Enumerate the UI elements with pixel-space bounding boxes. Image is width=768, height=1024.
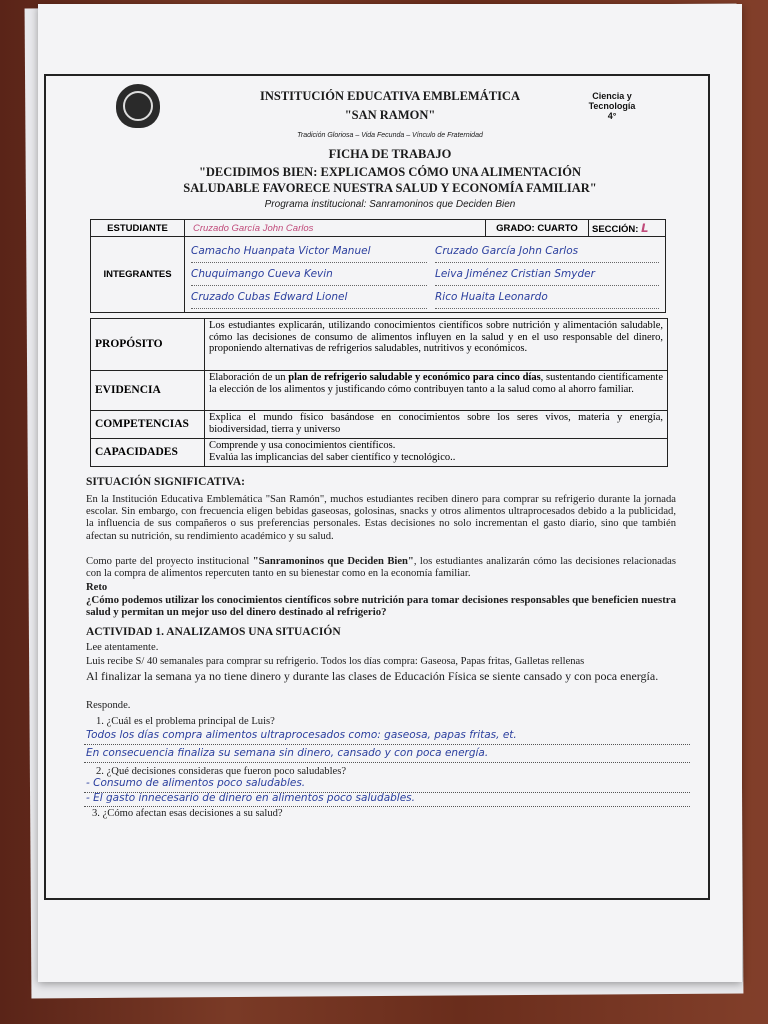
member-entry[interactable]: Camacho Huanpata Victor Manuel — [191, 240, 427, 263]
student-table — [90, 219, 666, 313]
members-right-column — [435, 240, 659, 309]
activity-instruction: Lee atentamente. — [86, 642, 159, 653]
question-2: 2. ¿Qué decisiones consideras que fueron poco saludables? — [96, 766, 347, 777]
badge-line: Ciencia y — [592, 91, 632, 101]
evidence-value — [205, 371, 668, 411]
case-line-1: Luis recibe S/ 40 semanales para comprar su refrigerio. Todos los días compra: Gaseosa, Papas fritas, Galletas rellenas — [86, 656, 585, 667]
project-name: "Sanramoninos que Deciden Bien" — [252, 556, 414, 567]
answer-1-line-2[interactable]: En consecuencia finaliza su semana sin dinero, cansado y con poca energía. — [86, 747, 489, 759]
capacities-label: CAPACIDADES — [91, 439, 205, 467]
evidence-highlight: plan de refrigerio saludable y económico para cinco días — [288, 372, 541, 383]
grade-label: GRADO: CUARTO — [486, 220, 589, 237]
challenge-question: ¿Cómo podemos utilizar los conocimientos científicos sobre nutrición para tomar decisiones responsables que beneficien nuestra salud y permitan un mejor uso del dinero destinado al refrigerio? — [86, 594, 676, 619]
evidence-text: , sustentando científicamente la elección de los alimentos y justificando cómo contribuyen tanto a la salud como al ahorro familiar. — [209, 372, 663, 395]
school-motto: Tradición Gloriosa – Vida Fecunda – Vínculo de Fraternidad — [297, 132, 483, 139]
answer-1-line-1[interactable]: Todos los días compra alimentos ultraprocesados como: gaseosa, papas fritas, et. — [86, 729, 517, 741]
members-label: INTEGRANTES — [91, 237, 185, 313]
situation-paragraph-1: En la Institución Educativa Emblemática "San Ramón", muchos estudiantes reciben dinero para comprar su refrigerio durante la jornada escolar. Sin embargo, con frecuencia eligen bebidas gaseosas, golosinas, snacks y otros alimentos ultraprocesados debido a la publicidad, la influencia de sus compañeros o sus preferencias personales. Estas decisiones no solo incrementan el gasto diario, sino que también afectan su nutrición, su rendimiento académico y su salud. — [86, 494, 676, 542]
title-line-2: SALUDABLE FAVORECE NUESTRA SALUD Y ECONOMÍA FAMILIAR" — [183, 181, 597, 195]
school-name: "SAN RAMON" — [344, 108, 436, 122]
answer-2-line-2[interactable]: - El gasto innecesario de dinero en alimentos poco saludables. — [86, 792, 415, 804]
para-text: Como parte del proyecto institucional — [86, 556, 253, 567]
competencies-value: Explica el mundo físico basándose en conocimientos sobre los seres vivos, materia y energía, biodiversidad, tierra y universo — [205, 411, 668, 439]
badge-line: Tecnología — [588, 101, 636, 111]
situation-heading: SITUACIÓN SIGNIFICATIVA: — [86, 476, 246, 488]
answer-line — [84, 762, 690, 763]
members-cell — [185, 237, 666, 313]
section-value[interactable]: L — [641, 221, 649, 235]
institution-name: INSTITUCIÓN EDUCATIVA EMBLEMÁTICA — [259, 89, 520, 103]
para-text: , los estudiantes analizarán cómo las decisiones relacionadas con la compra de alimentos repercuten tanto en su bienestar como en la economía familiar. — [86, 556, 676, 580]
capacities-value — [205, 439, 668, 467]
sheet-type: FICHA DE TRABAJO — [328, 147, 452, 161]
evidence-text: Elaboración de un — [209, 372, 289, 383]
question-1: 1. ¿Cuál es el problema principal de Luis? — [96, 716, 275, 727]
challenge-label: Reto — [86, 582, 108, 593]
purpose-value: Los estudiantes explicarán, utilizando conocimientos científicos sobre nutrición y alimentación saludable, cómo las decisiones de consumo de alimentos influyen en la salud y en el uso responsable del dinero, proponiendo alternativas de refrigerios saludables, nutritivos y económicos. — [205, 319, 668, 371]
respond-instruction: Responde. — [86, 700, 131, 711]
answer-2-line-1[interactable]: - Consumo de alimentos poco saludables. — [86, 777, 306, 789]
purpose-table — [90, 318, 668, 467]
student-label: ESTUDIANTE — [91, 220, 185, 237]
competencies-label: COMPETENCIAS — [91, 411, 205, 439]
member-entry[interactable]: Chuquimango Cueva Kevin — [191, 263, 427, 286]
capacity-item: Evalúa las implicancias del saber científico y tecnológico.. — [209, 451, 456, 463]
question-3: 3. ¿Cómo afectan esas decisiones a su salud? — [92, 808, 283, 819]
capacity-item: Comprende y usa conocimientos científicos. — [209, 440, 396, 451]
title-line-1: "DECIDIMOS BIEN: EXPLICAMOS CÓMO UNA ALIMENTACIÓN — [198, 165, 582, 179]
member-entry[interactable]: Rico Huaita Leonardo — [435, 286, 659, 309]
section-label: SECCIÓN: — [592, 224, 639, 235]
answer-line — [84, 744, 690, 745]
member-entry[interactable]: Leiva Jiménez Cristian Smyder — [435, 263, 659, 286]
members-left-column — [191, 240, 427, 309]
evidence-label: EVIDENCIA — [91, 371, 205, 411]
activity-heading: ACTIVIDAD 1. ANALIZAMOS UNA SITUACIÓN — [86, 626, 341, 638]
worksheet-page — [38, 4, 742, 982]
section-cell — [589, 220, 666, 237]
case-line-2: Al finalizar la semana ya no tiene dinero y durante las clases de Educación Física se siente cansado y con poca energía. — [86, 669, 659, 683]
program-name: Programa institucional: Sanramoninos que Deciden Bien — [264, 199, 516, 210]
student-value[interactable]: Cruzado García John Carlos — [185, 220, 486, 237]
subject-badge — [584, 91, 640, 121]
member-entry[interactable]: Cruzado García John Carlos — [435, 240, 659, 263]
answer-line — [84, 806, 690, 807]
purpose-label: PROPÓSITO — [91, 319, 205, 371]
member-entry[interactable]: Cruzado Cubas Edward Lionel — [191, 286, 427, 309]
situation-paragraph-2 — [86, 556, 676, 580]
badge-line: 4° — [607, 111, 617, 121]
